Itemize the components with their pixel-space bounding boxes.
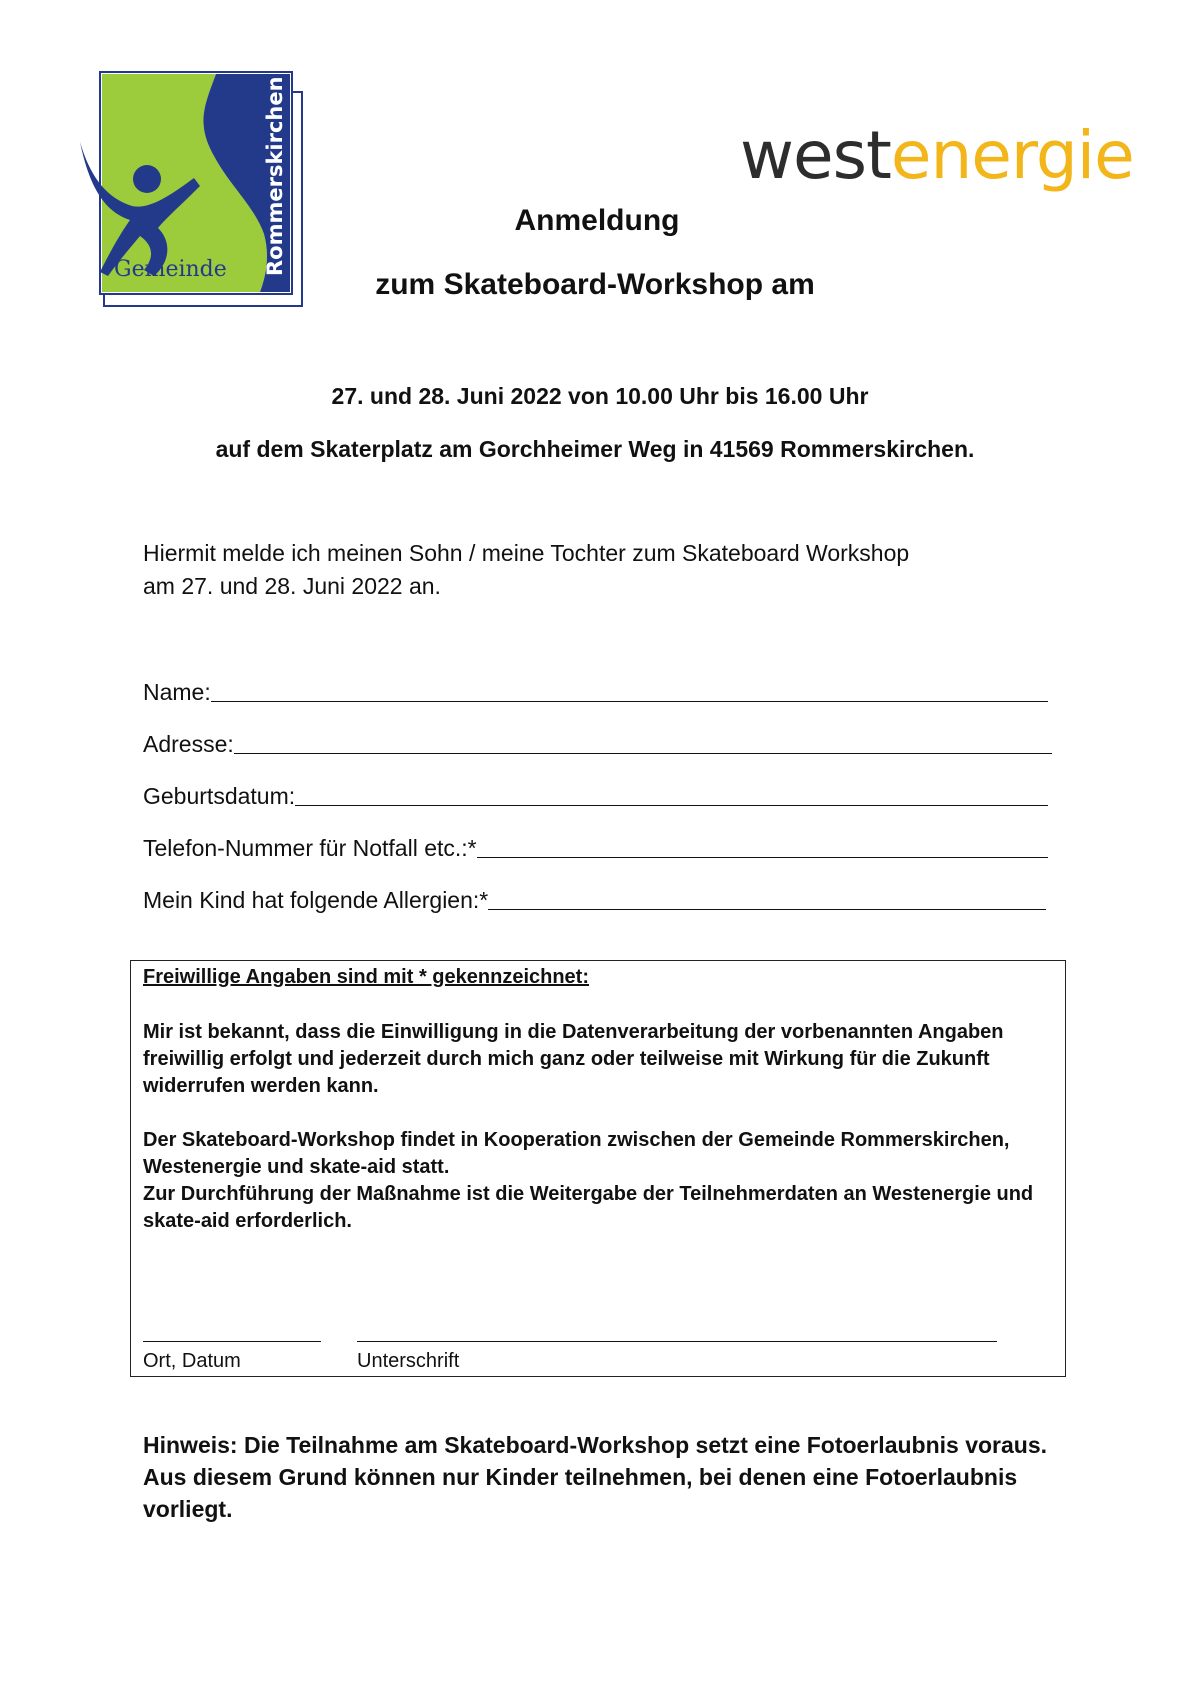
- adresse-field[interactable]: [143, 724, 1052, 758]
- name-input-line[interactable]: [211, 700, 1048, 702]
- intro-line-1: Hiermit melde ich meinen Sohn / meine Tochter zum Skateboard Workshop: [143, 540, 910, 566]
- consent-heading: Freiwillige Angaben sind mit * gekennzeichnet:: [143, 966, 589, 988]
- consent-paragraph-2-line-1: Der Skateboard-Workshop findet in Kooperation zwischen der Gemeinde Rommerskirchen, Westenergie und skate-aid statt.: [143, 1129, 1010, 1178]
- gemeinde-rommerskirchen-logo: [76, 66, 312, 308]
- westenergie-logo: [740, 118, 1170, 208]
- ort-datum-line[interactable]: [143, 1340, 321, 1342]
- rommerskirchen-logo-text: Rommerskirchen: [263, 76, 287, 276]
- consent-paragraph-2: [143, 1127, 1063, 1235]
- consent-paragraph-1: Mir ist bekannt, dass die Einwilligung in die Datenverarbeitung der vorbenannten Angaben freiwillig erfolgt und jederzeit durch mich ganz oder teilweise mit Wirkung für die Zukunft widerrufen werden kann.: [143, 1021, 1004, 1097]
- adresse-input-line[interactable]: [234, 752, 1052, 754]
- telefon-input-line[interactable]: [477, 856, 1048, 858]
- intro-text: [143, 537, 1043, 603]
- geburtsdatum-field[interactable]: [143, 776, 1048, 810]
- allergien-label: Mein Kind hat folgende Allergien:*: [143, 887, 489, 913]
- geburtsdatum-input-line[interactable]: [295, 804, 1048, 806]
- adresse-label: Adresse:: [143, 731, 234, 757]
- westenergie-logo-energie: energie: [890, 118, 1134, 194]
- allergien-field[interactable]: [143, 880, 1046, 914]
- telefon-field[interactable]: [143, 828, 1048, 862]
- allergien-input-line[interactable]: [488, 908, 1046, 910]
- consent-paragraph-2-line-2: Zur Durchführung der Maßnahme ist die Weitergabe der Teilnehmerdaten an Westenergie und skate-aid erforderlich.: [143, 1183, 1034, 1232]
- unterschrift-label: Unterschrift: [357, 1350, 460, 1372]
- event-date: 27. und 28. Juni 2022 von 10.00 Uhr bis 16.00 Uhr: [331, 383, 869, 409]
- gemeinde-logo-text: Gemeinde: [114, 257, 227, 282]
- svg-text:westenergie: [740, 118, 1134, 194]
- telefon-label: Telefon-Nummer für Notfall etc.:*: [143, 835, 477, 861]
- name-label: Name:: [143, 679, 211, 705]
- unterschrift-line[interactable]: [357, 1340, 997, 1342]
- page-title: Anmeldung: [514, 204, 680, 237]
- hinweis-note: Hinweis: Die Teilnahme am Skateboard-Workshop setzt eine Fotoerlaubnis voraus. Aus diesem Grund können nur Kinder teilnehmen, bei denen eine Fotoerlaubnis vorliegt.: [143, 1432, 1048, 1522]
- intro-line-2: am 27. und 28. Juni 2022 an.: [143, 573, 441, 599]
- name-field[interactable]: [143, 672, 1048, 706]
- westenergie-logo-west: west: [740, 118, 891, 194]
- page-subtitle: zum Skateboard-Workshop am: [375, 268, 815, 301]
- ort-datum-label: Ort, Datum: [143, 1350, 241, 1372]
- event-location: auf dem Skaterplatz am Gorchheimer Weg in 41569 Rommerskirchen.: [215, 436, 975, 462]
- geburtsdatum-label: Geburtsdatum:: [143, 783, 296, 809]
